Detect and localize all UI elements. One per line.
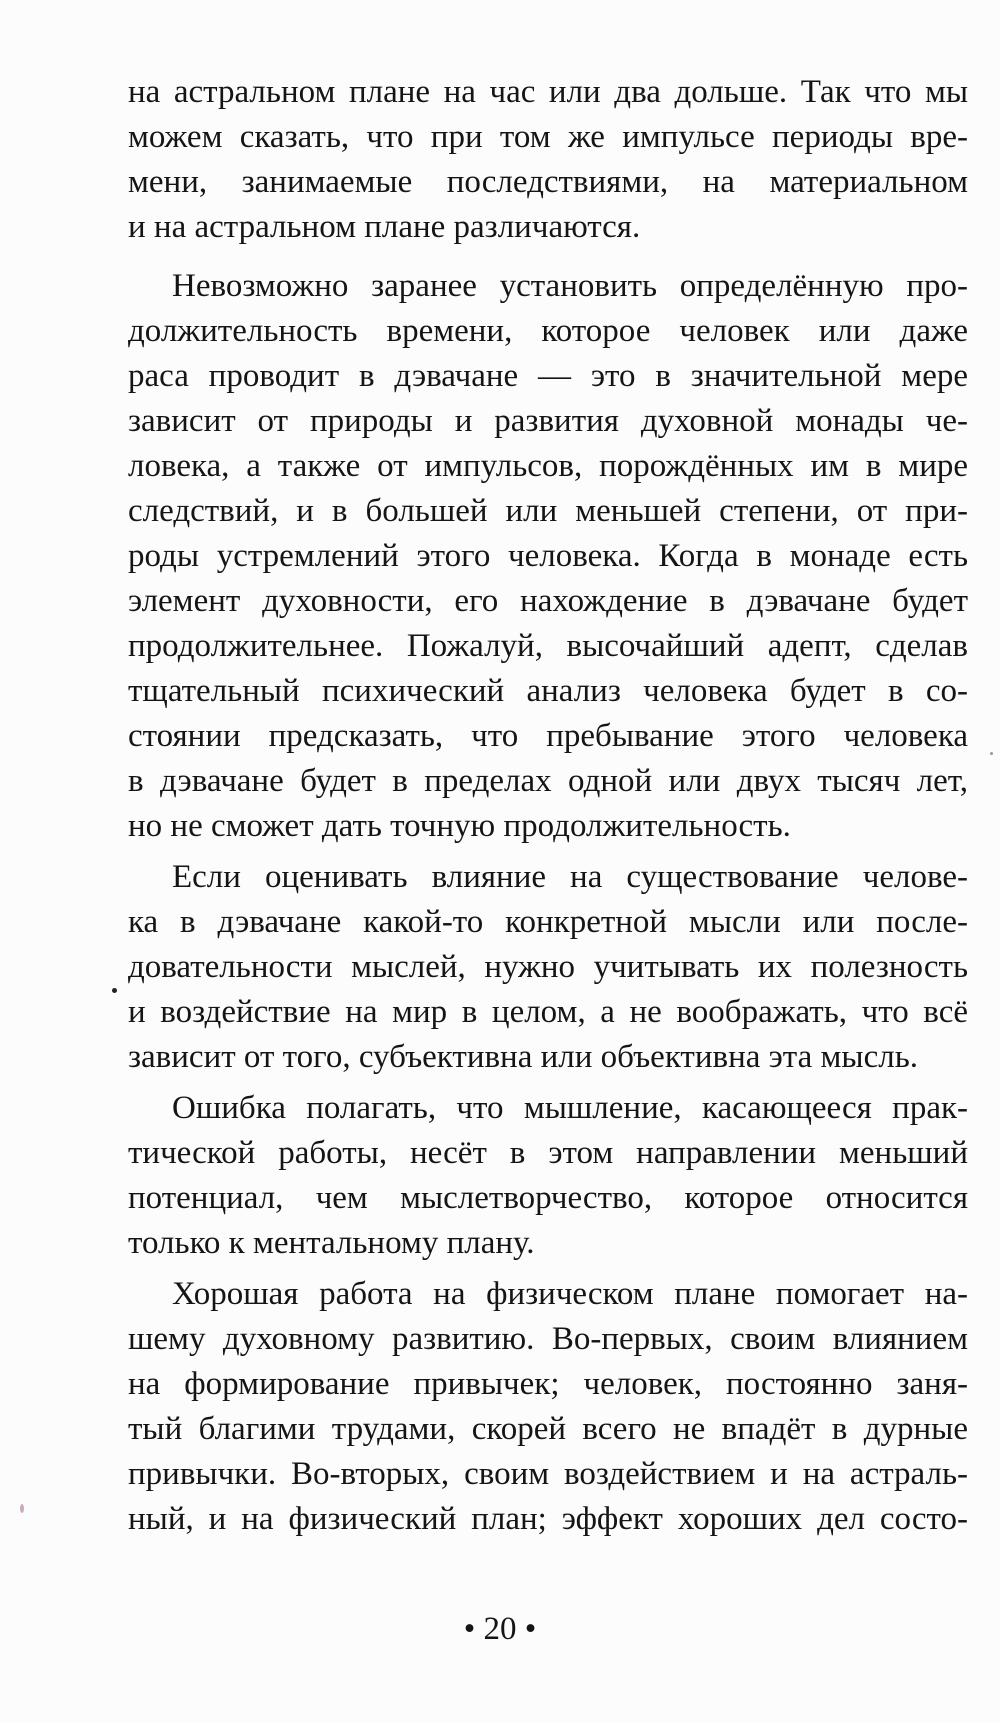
text-line: роды устремлений этого человека. Когда в монаде есть <box>128 538 968 574</box>
text-line: тической работы, несёт в этом направлении меньший <box>128 1135 968 1171</box>
paragraph-2 <box>128 264 968 849</box>
text-line: тщательный психический анализ человека будет в со- <box>128 673 968 709</box>
page-number: • 20 • <box>463 1611 537 1647</box>
text-line: мени, занимаемые последствиями, на материальном <box>128 164 968 200</box>
text-line: можем сказать, что при том же импульсе периоды вре- <box>128 119 968 155</box>
text-line: Если оценивать влияние на существование челове- <box>172 859 968 895</box>
paragraph-4 <box>128 1086 968 1266</box>
paragraph-3 <box>128 855 968 1080</box>
text-line: зависит от того, субъективна или объективна эта мысль. <box>128 1039 919 1075</box>
paragraph-1 <box>128 70 968 250</box>
text-line: и на астральном плане различаются. <box>128 209 641 245</box>
print-speck <box>112 988 117 993</box>
text-line: тый благими трудами, скорей всего не впадёт в дурные <box>128 1411 968 1447</box>
text-line: потенциал, чем мыслетворчество, которое относится <box>128 1180 968 1216</box>
text-line: довательности мыслей, нужно учитывать их полезность <box>128 949 968 985</box>
text-line: но не сможет дать точную продолжительность. <box>128 808 791 844</box>
text-line: Ошибка полагать, что мышление, касающееся прак- <box>172 1090 968 1126</box>
text-line: и воздействие на мир в целом, а не воображать, что всё <box>128 994 968 1030</box>
text-line: должительность времени, которое человек или даже <box>128 313 968 349</box>
print-speck <box>20 1504 24 1513</box>
text-line: элемент духовности, его нахождение в дэвачане будет <box>128 583 968 619</box>
body-text <box>128 70 968 1548</box>
text-line: зависит от природы и развития духовной монады че- <box>128 403 968 439</box>
print-speck <box>990 752 993 755</box>
text-line: Невозможно заранее установить определённую про- <box>172 268 968 304</box>
text-line: шему духовному развитию. Во-первых, своим влиянием <box>128 1321 968 1357</box>
text-line: стоянии предсказать, что пребывание этого человека <box>128 718 968 754</box>
text-line: привычки. Во-вторых, своим воздействием и на астраль- <box>128 1456 968 1492</box>
text-line: ка в дэвачане какой-то конкретной мысли или после- <box>128 904 968 940</box>
text-line: ловека, а также от импульсов, порождённых им в мире <box>128 448 968 484</box>
text-line: продолжительнее. Пожалуй, высочайший адепт, сделав <box>128 628 968 664</box>
paragraph-5 <box>128 1272 968 1542</box>
text-line: следствий, и в большей или меньшей степени, от при- <box>128 493 968 529</box>
text-line: Хорошая работа на физическом плане помогает на- <box>172 1276 968 1312</box>
text-line: на астральном плане на час или два дольше. Так что мы <box>128 74 968 110</box>
text-line: на формирование привычек; человек, постоянно заня- <box>128 1366 968 1402</box>
text-line: в дэвачане будет в пределах одной или двух тысяч лет, <box>128 763 968 799</box>
text-line: только к ментальному плану. <box>128 1225 535 1261</box>
text-line: ный, и на физический план; эффект хороших дел состо- <box>128 1501 968 1537</box>
text-line: раса проводит в дэвачане — это в значительной мере <box>128 358 968 394</box>
